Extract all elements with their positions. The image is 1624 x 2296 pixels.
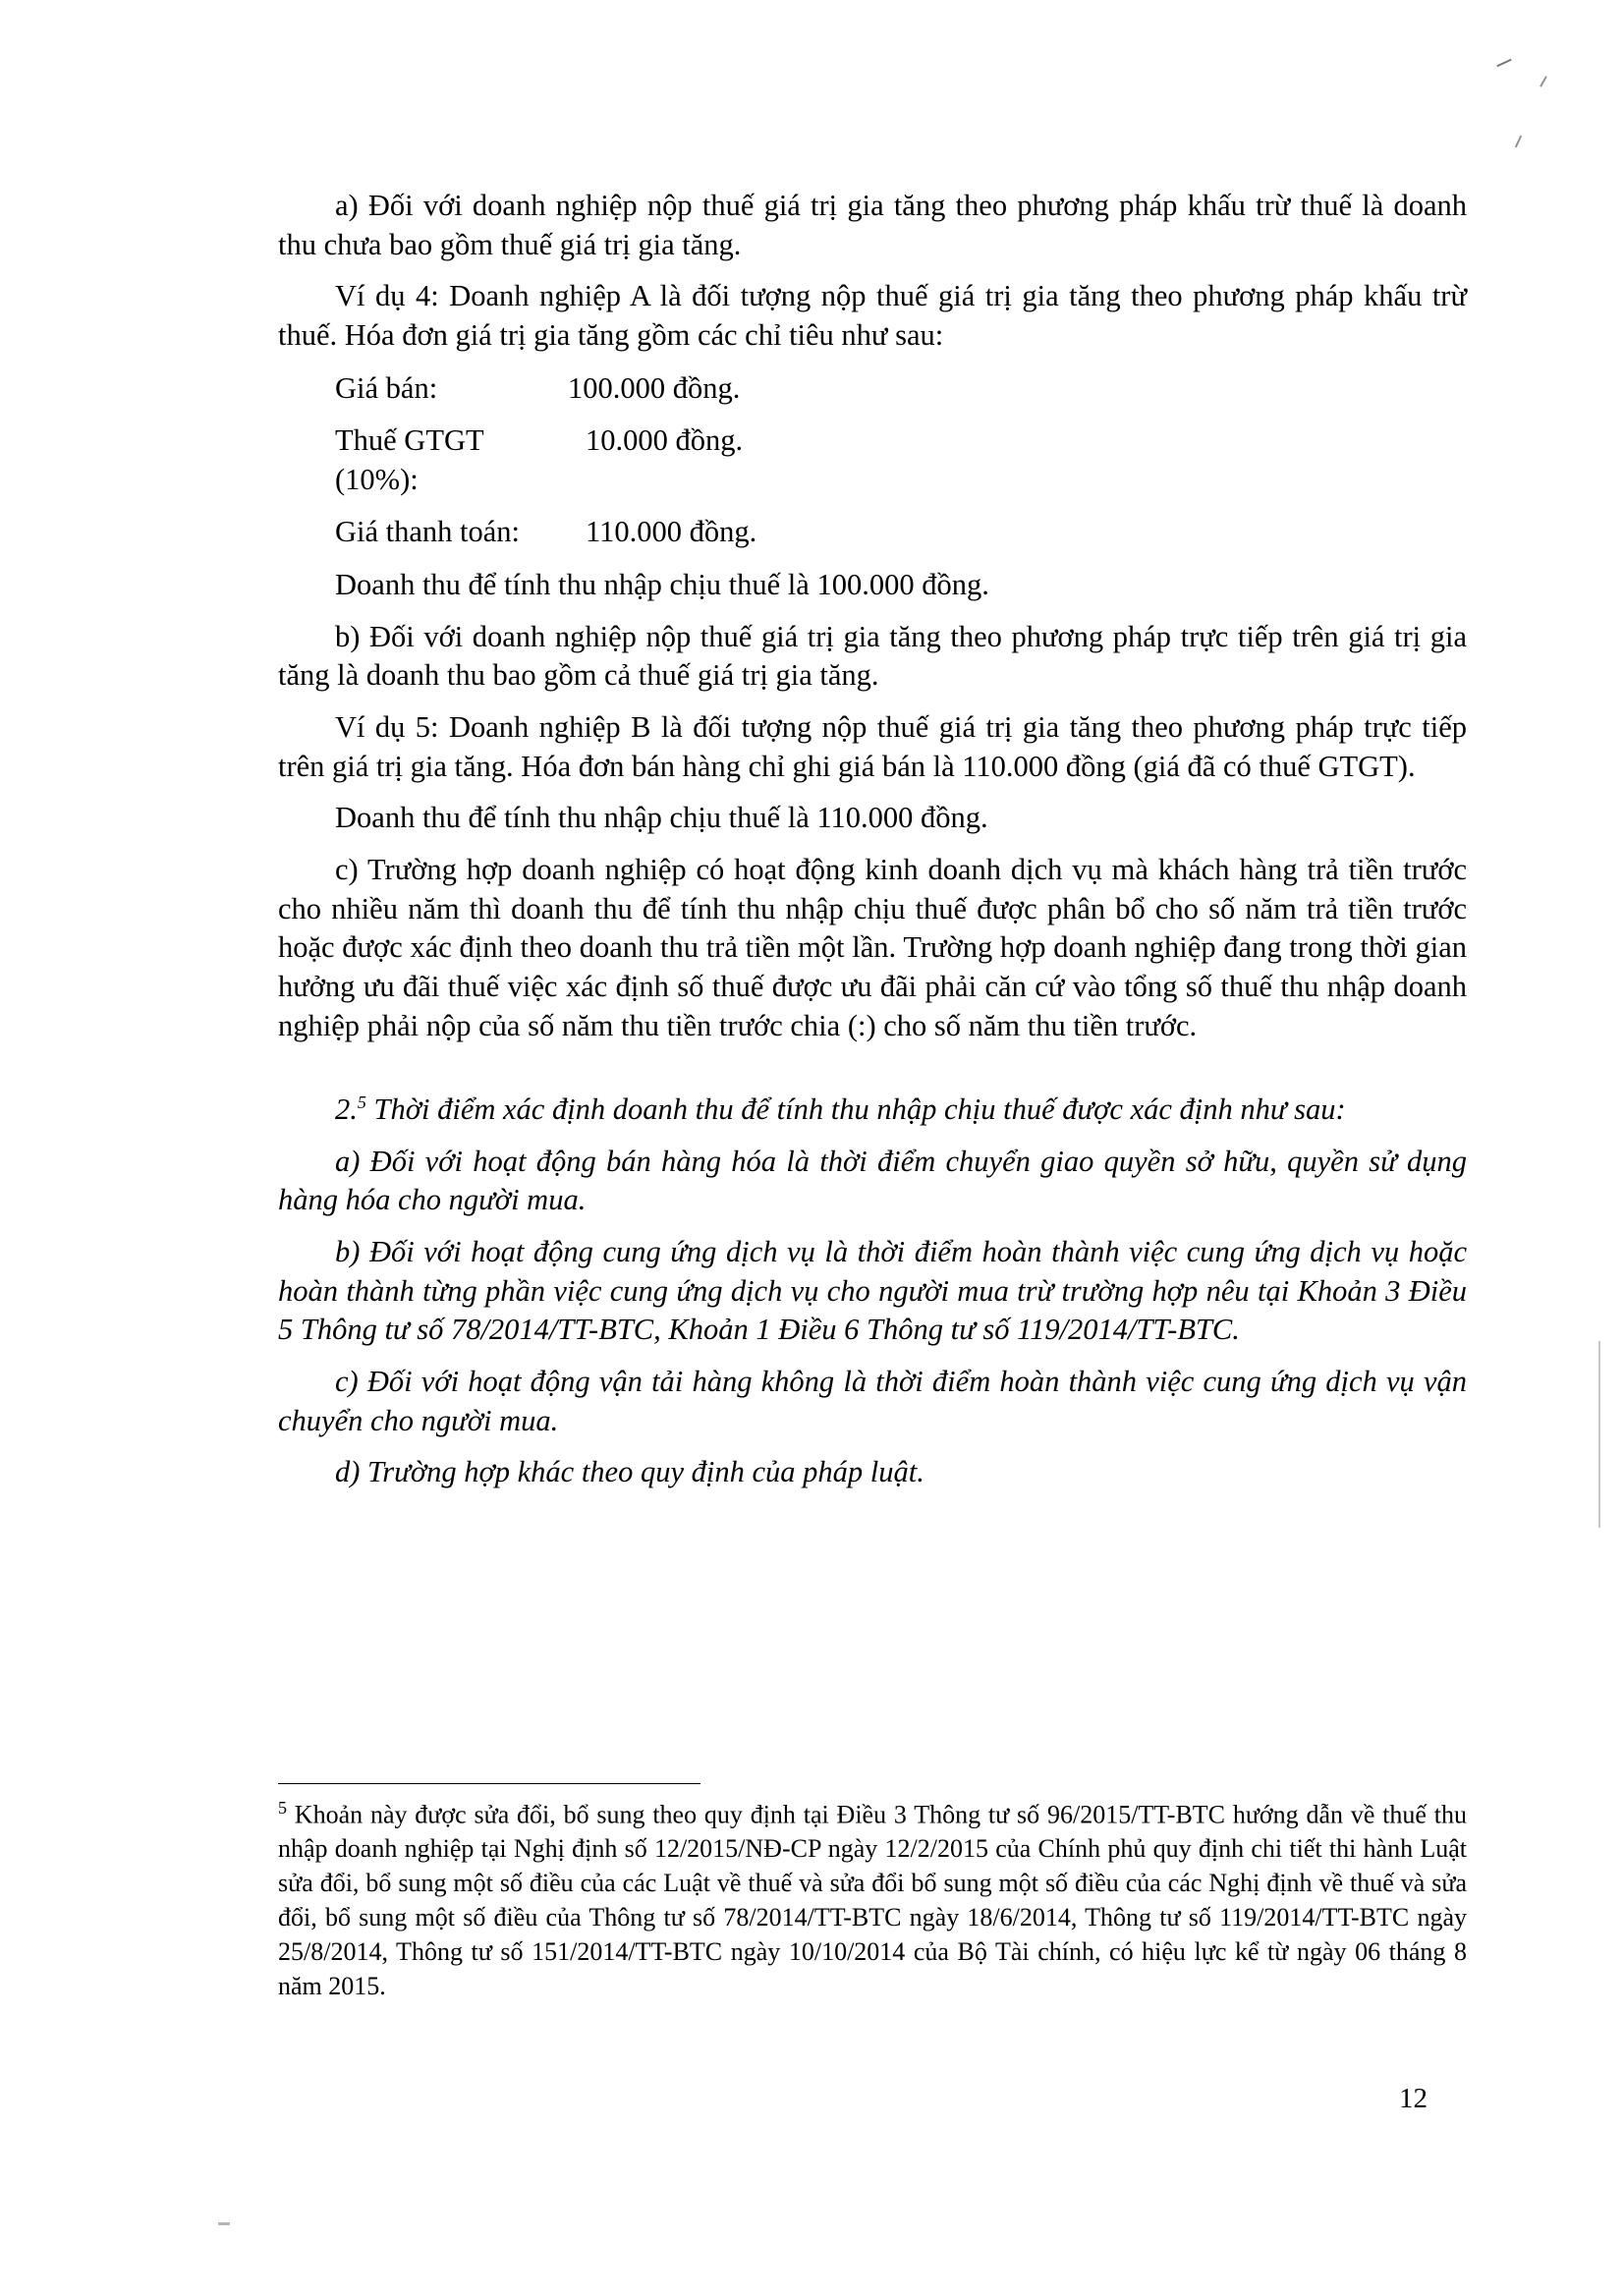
example-row-label: Thuế GTGT (10%): bbox=[335, 423, 484, 496]
footnote-separator bbox=[278, 1783, 700, 1784]
paragraph-text: d) Trường hợp khác theo quy định của pháp luật. bbox=[335, 1455, 924, 1489]
paragraph-revenue-2 bbox=[278, 799, 1467, 838]
paragraph-text: Doanh thu để tính thu nhập chịu thuế là 110.000 đồng. bbox=[335, 801, 988, 835]
document-body bbox=[278, 187, 1467, 1492]
footnote-area bbox=[278, 1783, 1467, 2004]
section-heading-text: Thời điểm xác định doanh thu để tính thu nhập chịu thuế được xác định như sau: bbox=[365, 1092, 1346, 1127]
scan-mark-icon bbox=[1515, 136, 1522, 148]
page-number: 12 bbox=[1399, 2083, 1428, 2114]
footnote-marker: 5 bbox=[278, 1798, 287, 1818]
paragraph-2b bbox=[278, 1233, 1467, 1350]
paragraph-c bbox=[278, 851, 1467, 1045]
footnote-text: Khoản này được sửa đổi, bổ sung theo quy định tại Điều 3 Thông tư số 96/2015/TT-BTC hướng dẫn về thuế thu nhập doanh nghiệp tại Nghị định số 12/2015/NĐ-CP ngày 12/2/2015 của Chính phủ quy định chi tiết thi hành Luật sửa đổi, bổ sung một số điều của các Luật về thuế và sửa đổi bổ sung một số điều của các Nghị định về thuế và sửa đổi, bổ sung một số điều của Thông tư số 78/2014/TT-BTC ngày 18/6/2014, Thông tư số 119/2014/TT-BTC ngày 25/8/2014, Thông tư số 151/2014/TT-BTC ngày 10/10/2014 của Bộ Tài chính, có hiệu lực kể từ ngày 06 tháng 8 năm 2015. bbox=[278, 1800, 1467, 2000]
paragraph-b bbox=[278, 618, 1467, 696]
paragraph-example-5 bbox=[278, 708, 1467, 786]
paragraph-a bbox=[278, 187, 1467, 264]
example-row-gia-ban bbox=[278, 369, 1467, 409]
example-row-value: 100.000 đồng. bbox=[568, 370, 741, 405]
example-row-value: 10.000 đồng. bbox=[586, 423, 744, 458]
paragraph-2a bbox=[278, 1143, 1467, 1220]
paragraph-text: Ví dụ 5: Doanh nghiệp B là đối tượng nộp thuế giá trị gia tăng theo phương pháp trực tiếp trên giá trị gia tăng. Hóa đơn bán hàng chỉ ghi giá bán là 110.000 đồng (giá đã có thuế GTGT). bbox=[278, 710, 1467, 783]
paragraph-text: Ví dụ 4: Doanh nghiệp A là đối tượng nộp thuế giá trị gia tăng theo phương pháp khấu trừ thuế. Hóa đơn giá trị gia tăng gồm các chỉ tiêu như sau: bbox=[278, 279, 1467, 352]
example-row-gia-thanh-toan bbox=[278, 513, 1467, 552]
paragraph-text: b) Đối với doanh nghiệp nộp thuế giá trị gia tăng theo phương pháp trực tiếp trên giá trị gia tăng là doanh thu bao gồm cả thuế giá trị gia tăng. bbox=[278, 619, 1467, 693]
paragraph-text: a) Đối với doanh nghiệp nộp thuế giá trị gia tăng theo phương pháp khấu trừ thuế là doanh thu chưa bao gồm thuế giá trị gia tăng. bbox=[278, 189, 1467, 261]
example-row-value: 110.000 đồng. bbox=[586, 515, 757, 549]
paragraph-revenue-1 bbox=[278, 566, 1467, 605]
scan-mark-icon bbox=[1540, 76, 1547, 86]
section-number: 2. bbox=[335, 1092, 358, 1127]
scan-speck-icon bbox=[218, 2222, 230, 2225]
page-edge-artifact bbox=[1598, 1341, 1600, 1528]
paragraph-text: a) Đối với hoạt động bán hàng hóa là thời điểm chuyển giao quyền sở hữu, quyền sử dụng hàng hóa cho người mua. bbox=[278, 1144, 1467, 1217]
footnote-5 bbox=[278, 1796, 1467, 2004]
paragraph-text: Doanh thu để tính thu nhập chịu thuế là 100.000 đồng. bbox=[335, 568, 989, 602]
example-row-thue-gtgt bbox=[278, 421, 1467, 499]
paragraph-text: c) Trường hợp doanh nghiệp có hoạt động kinh doanh dịch vụ mà khách hàng trả tiền trước cho nhiều năm thì doanh thu để tính thu nhập chịu thuế được phân bổ cho số năm trả tiền trước hoặc được xác định theo doanh thu trả tiền một lần. Trường hợp doanh nghiệp đang trong thời gian hưởng ưu đãi thuế việc xác định số thuế được ưu đãi phải căn cứ vào tổng số thuế thu nhập doanh nghiệp phải nộp của số năm thu tiền trước chia (:) cho số năm thu tiền trước. bbox=[278, 852, 1467, 1042]
example-row-label: Giá bán: bbox=[335, 370, 438, 405]
scan-mark-icon bbox=[1496, 59, 1511, 68]
spacer bbox=[278, 552, 1467, 566]
paragraph-example-4-intro bbox=[278, 277, 1467, 355]
paragraph-text: c) Đối với hoạt động vận tải hàng không là thời điểm hoàn thành việc cung ứng dịch vụ vận chuyển cho người mua. bbox=[278, 1365, 1467, 1437]
section-2-heading bbox=[278, 1091, 1467, 1130]
example-row-label: Giá thanh toán: bbox=[335, 515, 521, 549]
spacer bbox=[278, 1045, 1467, 1091]
paragraph-2d bbox=[278, 1453, 1467, 1492]
footnote-marker-ref: 5 bbox=[357, 1092, 366, 1113]
paragraph-text: b) Đối với hoạt động cung ứng dịch vụ là thời điểm hoàn thành việc cung ứng dịch vụ hoặc hoàn thành từng phần việc cung ứng dịch vụ cho người mua trừ trường hợp nêu tại Khoản 3 Điều 5 Thông tư số 78/2014/TT-BTC, Khoản 1 Điều 6 Thông tư số 119/2014/TT-BTC. bbox=[278, 1235, 1467, 1347]
paragraph-2c bbox=[278, 1363, 1467, 1440]
